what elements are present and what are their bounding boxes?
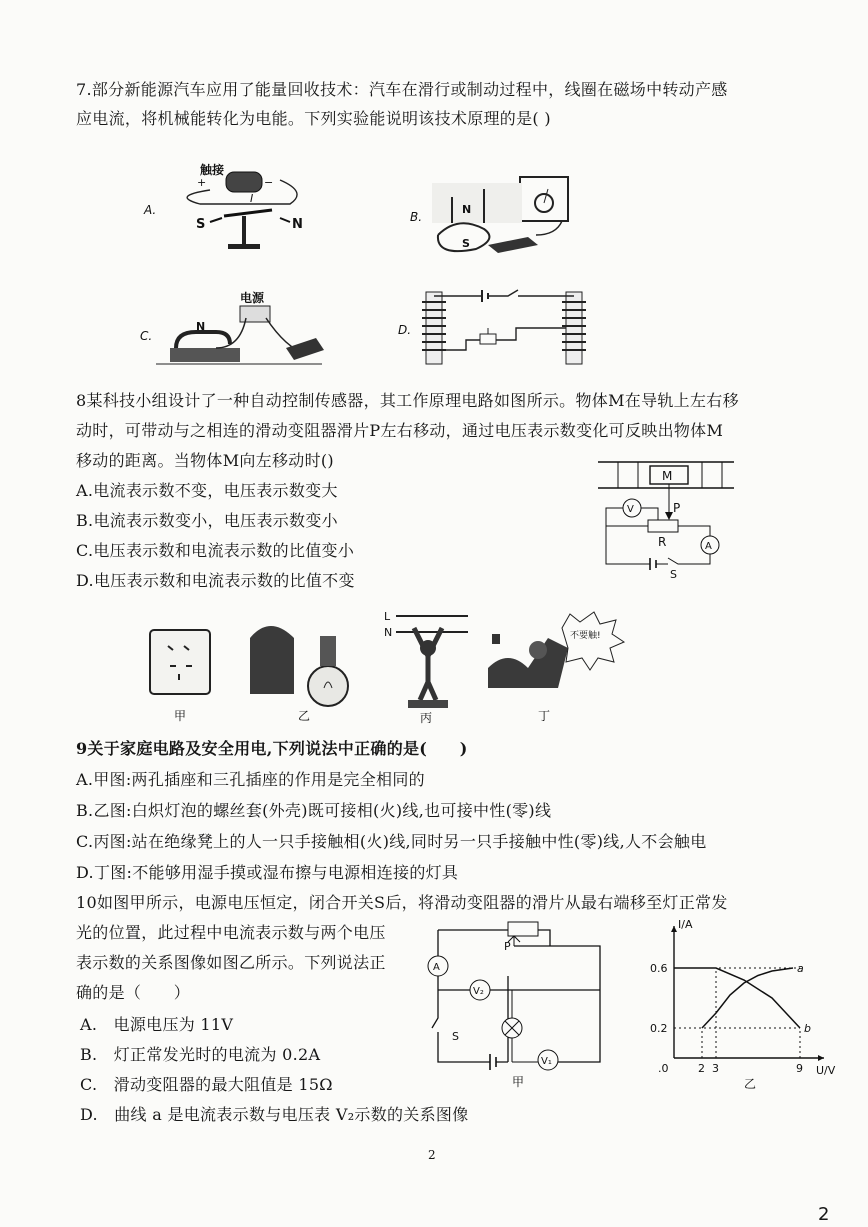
svg-text:M: M — [662, 469, 673, 483]
svg-text:D.: D. — [398, 323, 412, 337]
svg-text:N: N — [196, 320, 206, 333]
x-axis-label: U/V — [816, 1064, 836, 1077]
svg-text:S: S — [670, 568, 677, 581]
svg-text:I: I — [250, 192, 254, 205]
series-a-label: a — [797, 962, 804, 975]
svg-text:P: P — [673, 501, 681, 515]
q10-option-d: D. 曲线 a 是电流表示数与电压表 V₂示数的关系图像 — [80, 1105, 469, 1124]
svg-text:A: A — [705, 541, 712, 552]
page-number-center: 2 — [428, 1148, 436, 1162]
svg-text:S: S — [196, 217, 206, 232]
svg-text:R: R — [658, 535, 667, 549]
q7-figure-d — [396, 288, 596, 370]
galvanometer-icon — [520, 177, 568, 221]
q9-image-jia — [150, 630, 210, 723]
svg-text:不要触!: 不要触! — [570, 631, 601, 641]
q9-stem: 9关于家庭电路及安全用电,下列说法中正确的是( ) — [76, 739, 468, 758]
series-b-curve — [674, 968, 800, 1028]
q8-circuit-diagram — [598, 460, 738, 590]
q8-stem-line3: 移动的距离。当物体M向左移动时() — [76, 451, 334, 470]
q8-stem-line1: 8某科技小组设计了一种自动控制传感器，其工作原理电路如图所示。物体M在导轨上左右移 — [76, 391, 739, 410]
warning-bubble-icon — [562, 612, 624, 670]
q7-stem-line2: 应电流，将机械能转化为电能。下列实验能说明该技术原理的是( ) — [76, 109, 551, 128]
svg-text:N: N — [462, 203, 472, 216]
socket-outlet-icon — [150, 630, 210, 694]
svg-text:N: N — [292, 217, 303, 232]
x-tick-label: .0 — [658, 1062, 669, 1075]
graph-caption: 乙 — [744, 1077, 757, 1091]
svg-text:−: − — [264, 176, 274, 189]
series-b-label: b — [804, 1022, 811, 1035]
electromagnet-left-icon — [422, 292, 446, 364]
power-source-icon — [240, 306, 270, 322]
resistor-r-icon — [648, 520, 678, 532]
q10-circuit-diagram — [426, 920, 606, 1092]
svg-text:甲: 甲 — [174, 709, 187, 723]
q7-c-source-label: 电源 — [240, 291, 265, 305]
q9-image-bing — [384, 610, 468, 725]
q8-option-a: A.电流表示数不变，电压表示数变大 — [76, 481, 338, 500]
rheostat-icon — [508, 922, 538, 936]
svg-text:甲: 甲 — [512, 1075, 525, 1089]
svg-text:V: V — [627, 504, 634, 515]
svg-text:S: S — [452, 1030, 459, 1043]
svg-text:S: S — [462, 237, 470, 250]
svg-text:V₂: V₂ — [473, 986, 484, 997]
y-tick-label: 0.2 — [650, 1022, 668, 1035]
light-bulb-icon — [308, 666, 348, 706]
x-tick-label: 3 — [712, 1062, 719, 1075]
x-tick-label: 9 — [796, 1062, 803, 1075]
q8-option-c: C.电压表示数和电流表示数的比值变小 — [76, 541, 355, 560]
q10-option-c: C. 滑动变阻器的最大阻值是 15Ω — [80, 1075, 333, 1094]
y-axis-label: I/A — [678, 918, 693, 931]
q7-figure-a — [140, 160, 310, 260]
svg-text:C.: C. — [140, 329, 153, 343]
svg-text:P: P — [504, 940, 511, 953]
svg-text:L: L — [384, 610, 391, 623]
q7-a-battery-label: 触接 — [200, 163, 225, 177]
q7-figure-b — [406, 175, 576, 265]
svg-text:V₁: V₁ — [541, 1056, 552, 1067]
q9-option-d: D.丁图:不能够用湿手摸或湿布擦与电源相连接的灯具 — [76, 863, 459, 882]
page-number-corner: 2 — [818, 1204, 830, 1225]
q7-figure-c — [136, 290, 336, 370]
q10-graph — [644, 920, 834, 1090]
q10-stem-line3: 表示数的关系图像如图乙所示。下列说法正 — [76, 953, 386, 972]
q10-option-b: B. 灯正常发光时的电流为 0.2A — [80, 1045, 321, 1064]
x-axis-arrow — [818, 1055, 824, 1061]
compass-needle-icon — [224, 210, 272, 216]
q9-option-c: C.丙图:站在绝缘凳上的人一只手接触相(火)线,同时另一只手接触中性(零)线,人不会触电 — [76, 832, 707, 851]
q8-stem-line2: 动时，可带动与之相连的滑动变阻器滑片P左右移动，通过电压表示数变化可反映出物体M — [76, 421, 724, 440]
x-tick-label: 2 — [698, 1062, 705, 1075]
rheostat-icon — [480, 334, 496, 344]
battery-icon — [226, 172, 262, 192]
q10-stem-line4: 确的是（ ） — [76, 983, 191, 1002]
q9-option-a: A.甲图:两孔插座和三孔插座的作用是完全相同的 — [76, 770, 425, 789]
svg-text:丙: 丙 — [420, 711, 433, 725]
q9-option-b: B.乙图:白炽灯泡的螺丝套(外壳)既可接相(火)线,也可接中性(零)线 — [76, 801, 552, 820]
svg-text:+: + — [197, 176, 207, 189]
svg-text:A: A — [433, 962, 440, 973]
q7-stem-line1: 7.部分新能源汽车应用了能量回收技术：汽车在滑行或制动过程中，线圈在磁场中转动产感 — [76, 80, 728, 99]
y-tick-label: 0.6 — [650, 962, 668, 975]
q10-option-a: A. 电源电压为 11V — [80, 1015, 234, 1034]
q10-stem-line1: 10如图甲所示，电源电压恒定，闭合开关S后，将滑动变阻器的滑片从最右端移至灯正常发 — [76, 893, 728, 912]
svg-text:N: N — [384, 626, 393, 639]
q10-stem-line2: 光的位置，此过程中电流表示数与两个电压 — [76, 923, 386, 942]
svg-text:乙: 乙 — [298, 709, 311, 723]
q7-option-a-label: A. — [144, 203, 157, 217]
svg-text:丁: 丁 — [538, 709, 551, 723]
q9-image-yi — [250, 626, 348, 723]
svg-text:B.: B. — [410, 210, 423, 224]
y-axis-arrow — [671, 926, 677, 932]
q9-image-row — [138, 608, 778, 728]
q8-option-d: D.电压表示数和电流表示数的比值不变 — [76, 571, 355, 590]
q9-image-ding — [488, 612, 624, 723]
q8-option-b: B.电流表示数变小，电压表示数变小 — [76, 511, 338, 530]
insulated-stool-icon — [408, 700, 448, 708]
